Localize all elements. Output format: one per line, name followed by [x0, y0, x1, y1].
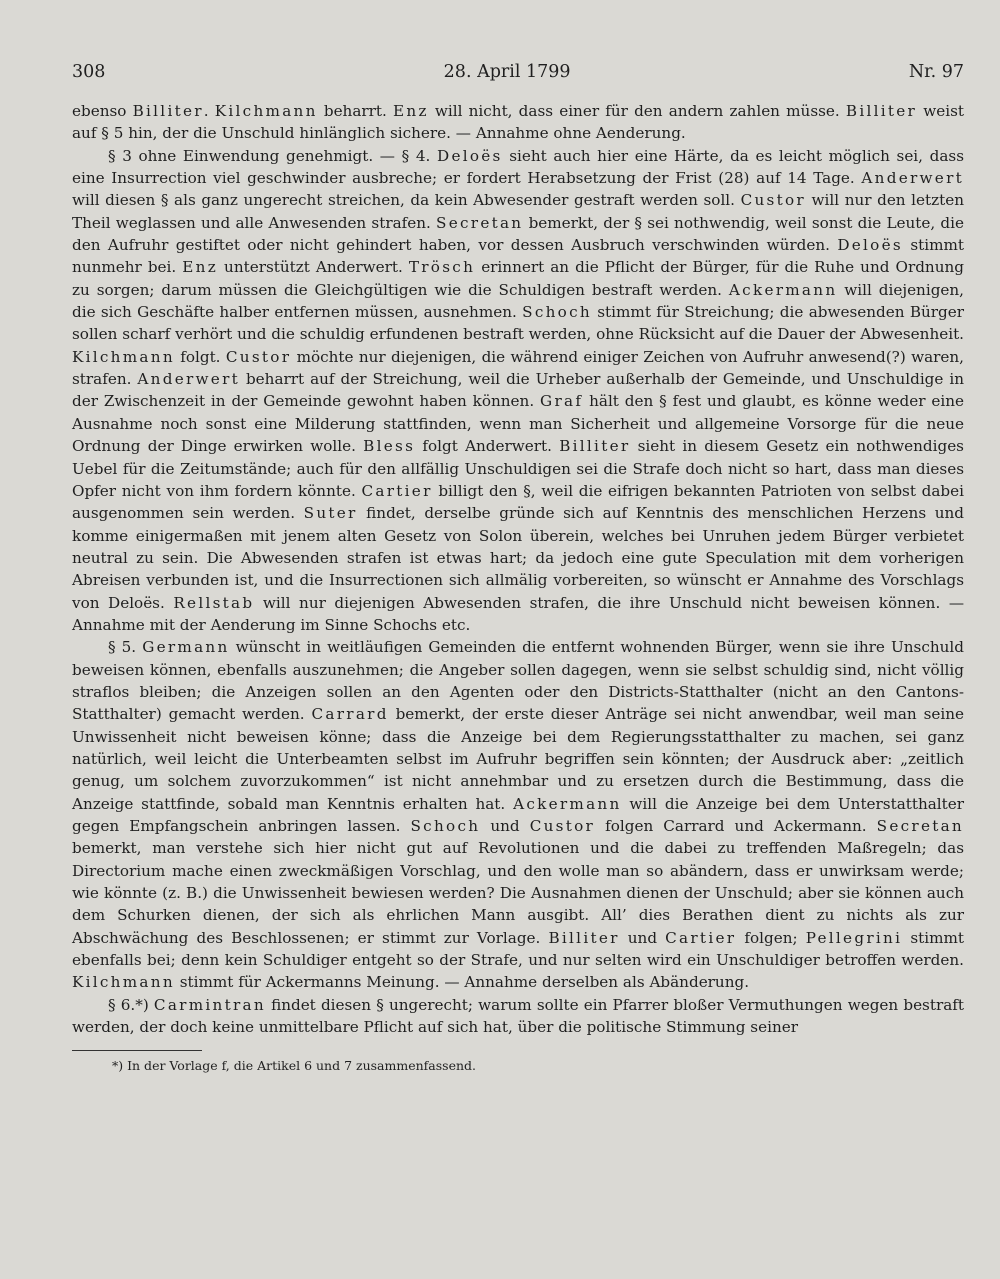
text-run: billigt den §, weil die eifrigen bekannten Patrioten von selbst dabei ausgenommen sein werden. — [72, 481, 965, 523]
speaker-name: Suter — [303, 504, 358, 523]
text-run: beharrt auf der Streichung, weil die Urheber außerhalb der Gemeinde, und Unschuldige in der Zwischenzeit in der Gemeinde gewohnt haben können. — [72, 370, 964, 411]
speaker-name: Schoch — [410, 817, 481, 835]
speaker-name: Enz — [182, 258, 218, 277]
speaker-name: Bless — [363, 437, 416, 456]
page-number: 308 — [72, 62, 106, 82]
text-run: findet diesen § ungerecht; warum sollte ein Pfarrer bloßer Vermuthungen wegen bestraft werden, der doch keine unmittelbare Pflicht auf sich hat, über die politische Stimmung seiner — [72, 995, 964, 1037]
speaker-name: Rellstab — [173, 593, 255, 612]
text-run: will nur den letzten Theil weglassen und alle Anwesenden strafen. — [72, 191, 964, 232]
speaker-name: Billiter — [559, 437, 631, 456]
text-run: will die Anzeige bei dem Unterstatthalter gegen Empfangschein anbringen lassen. — [72, 794, 964, 835]
text-run: folgt Anderwert. — [415, 437, 560, 456]
text-run: sieht in diesem Gesetz ein nothwendiges Uebel für die Zeitumstände; auch für den allfällig Unschuldigen sei die Strafe doch nicht so hart, dass man dieses Opfer nicht von ihm fordern könnte. — [72, 437, 964, 500]
paragraph — [72, 100, 964, 145]
document-number: Nr. 97 — [908, 62, 964, 82]
speaker-name: Ackermann — [513, 794, 622, 813]
speaker-name: Secretan — [876, 817, 964, 835]
speaker-name: Enz — [393, 102, 429, 120]
text-run: beharrt. — [317, 102, 394, 120]
speaker-name: Deloës — [436, 146, 503, 165]
text-run: und — [619, 928, 666, 947]
paragraph — [72, 994, 964, 1039]
speaker-name: Kilchmann — [72, 973, 175, 992]
text-run: will nur diejenigen Abwesenden strafen, die ihre Unschuld nicht beweisen können. — Annahme mit der Aenderung im Sinne Schochs etc. — [72, 593, 965, 634]
running-header — [72, 62, 964, 96]
footnote-rule — [72, 1050, 202, 1051]
text-run: stimmt ebenfalls bei; denn kein Schuldiger entgeht so der Strafe, und nur selten wird ein Unschuldiger betroffen werden. — [72, 928, 964, 970]
text-run: wünscht in weitläufigen Gemeinden die entfernt wohnenden Bürger, wenn sie ihre Unschuld beweisen können, ebenfalls auszunehmen; die Angeber sollen dagegen, wenn sie selbst schuldig sind, nicht völlig straflos bleiben; die Anzeigen sollen an den Agenten oder den Districts-Statthalter (nicht an den Cantons-Statthalter) gemacht werden. — [72, 638, 964, 724]
header-date: 28. April 1799 — [443, 62, 571, 82]
paragraph — [72, 145, 964, 637]
text-run: folgen; — [736, 928, 806, 947]
speaker-name: Cartier — [361, 481, 433, 500]
text-run: . — [203, 102, 215, 120]
speaker-name: Kilchmann — [72, 347, 175, 366]
text-run: stimmt nunmehr bei. — [72, 236, 964, 277]
text-run: folgt. — [174, 347, 226, 366]
speaker-name: Custor — [529, 817, 596, 835]
text-run: unterstützt Anderwert. — [218, 258, 409, 277]
speaker-name: Germann — [142, 638, 230, 657]
text-run: weist auf § 5 hin, der die Unschuld hinlänglich sichere. — Annahme ohne Aenderung. — [72, 102, 964, 143]
text-run: § 3 ohne Einwendung genehmigt. — § 4. — [108, 146, 437, 165]
speaker-name: Cartier — [665, 928, 737, 947]
text-run: hält den § fest und glaubt, es könne weder eine Ausnahme noch sonst eine Milderung stattfinden, wenn man Sicherheit und allgemeine Vorsorge für die neue Ordnung der Dinge erwirken wolle. — [72, 392, 964, 456]
speaker-name: Billiter — [548, 928, 620, 947]
text-run: bemerkt, man verstehe sich hier nicht gut auf Revolutionen und die dabei zu treffenden Maßregeln; das Directorium mache einen zweckmäßigen Vorschlag, und den wolle man so abändern, dass er unwirksam werde; wie könnte (z. B.) die Unwissenheit bewiesen werden? Die Ausnahmen dienen der Unschuld; aber sie können auch dem Schurken dienen, der sich als ehrlichen Mann ausgibt. All’ dies Berathen dient zu nichts als zur Abschwächung des Beschlossenen; er stimmt zur Vorlage. — [72, 839, 964, 947]
footnote: *) In der Vorlage f, die Artikel 6 und 7 zusammenfassend. — [112, 1058, 476, 1074]
text-run: ebenso — [72, 102, 133, 120]
speaker-name: Graf — [540, 392, 584, 411]
text-run: will nicht, dass einer für den andern zahlen müsse. — [428, 102, 846, 120]
text-run: erinnert an die Pflicht der Bürger, für die Ruhe und Ordnung zu sorgen; darum müssen die Gleichgültigen wie die Schuldigen bestraft werden. — [72, 258, 964, 299]
text-run: § 5. — [108, 638, 143, 657]
speaker-name: Trösch — [408, 258, 476, 277]
text-run: findet, derselbe gründe sich auf Kenntnis des menschlichen Herzens und komme einigermaßen mit jenem alten Gesetz von Solon überein, welches bei Unruhen jedem Bürger verbietet neutral zu sein. Die Abwesenden strafen ist etwas hart; da jedoch eine gute Speculation mit dem vorherigen Abreisen verbunden ist, und die Insurrectionen sich allmälig vorbereiten, so wünscht er Annahme des Vorschlags von Deloës. — [72, 504, 964, 612]
speaker-name: Deloës — [837, 236, 903, 255]
text-run: § 6.*) — [108, 995, 154, 1014]
text-run: stimmt für Ackermanns Meinung. — Annahme derselben als Abänderung. — [174, 973, 750, 992]
text-run: bemerkt, der erste dieser Anträge sei nicht anwendbar, weil man seine Unwissenheit nicht beweisen könne; dass die Anzeige bei dem Regierungsstatthalter zu machen, sei ganz natürlich, weil leicht die Unterbeamten selbst im Aufruhr begriffen sein könnten; der Ausdruck aber: „zeitlich genug, um solchem zuvorzukommen“ ist nicht annehmbar und zu ersetzen durch die Bestimmung, dass die Anzeige stattfinde, sobald man Kenntnis erhalten hat. — [72, 705, 964, 813]
body-text — [72, 100, 964, 1038]
speaker-name: Carmintran — [153, 995, 266, 1014]
speaker-name: Custor — [740, 191, 806, 210]
speaker-name: Ackermann — [728, 280, 838, 299]
speaker-name: Carrard — [311, 705, 389, 724]
speaker-name: Anderwert — [861, 169, 964, 188]
text-run: sieht auch hier eine Härte, da es leicht möglich sei, dass eine Insurrection viel geschwinder ausbreche; er fordert Herabsetzung der Frist (28) auf 14 Tage. — [72, 146, 964, 188]
speaker-name: Secretan — [436, 213, 524, 232]
text-run: und — [480, 817, 530, 835]
text-run: folgen Carrard und Ackermann. — [595, 817, 877, 835]
text-run: bemerkt, der § sei nothwendig, weil sonst die Leute, die den Aufruhr gestiftet oder nicht gehindert haben, vor dessen Ausbruch verschwinden würden. — [72, 213, 964, 255]
speaker-name: Anderwert — [137, 370, 240, 389]
text-run: stimmt für Streichung; die abwesenden Bürger sollen scharf verhört und die schuldig erfundenen bestraft werden, ohne Rücksicht auf die Dauer der Abwesenheit. — [72, 303, 964, 344]
speaker-name: Billiter — [132, 102, 204, 120]
paragraph — [72, 636, 964, 994]
speaker-name: Pellegrini — [805, 928, 903, 947]
speaker-name: Schoch — [522, 303, 592, 322]
speaker-name: Custor — [225, 347, 292, 366]
speaker-name: Billiter — [845, 102, 918, 120]
text-run: will diejenigen, die sich Geschäfte halber entfernen müssen, ausnehmen. — [72, 280, 965, 322]
text-run: möchte nur diejenigen, die während einiger Zeichen von Aufruhr anwesend(?) waren, strafen. — [72, 347, 965, 389]
text-run: will diesen § als ganz ungerecht streichen, da kein Abwesender gestraft werden soll. — [72, 191, 741, 210]
speaker-name: Kilchmann — [214, 102, 318, 120]
